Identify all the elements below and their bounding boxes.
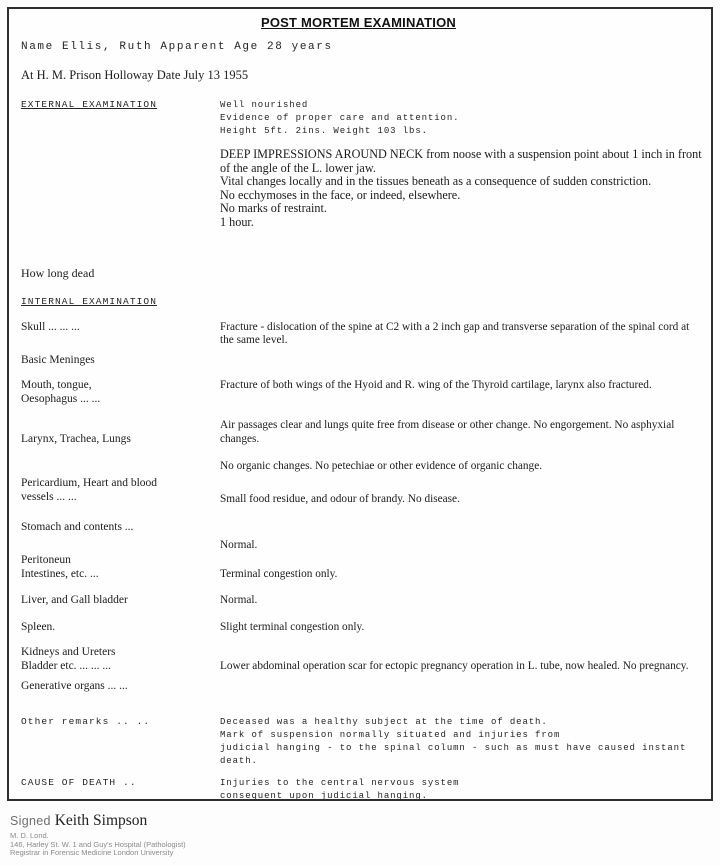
mouth-finding: Fracture of both wings of the Hyoid and R. wing of the Thyroid cartilage, larynx also fractured. [220, 379, 652, 392]
mouth-label-line: Oesophagus ... ... [21, 392, 101, 405]
pericardium-row [14, 477, 703, 507]
other-remarks-row [14, 716, 703, 768]
pericardium-label-line: Pericardium, Heart and blood [21, 477, 158, 490]
cause-of-death-row [14, 777, 703, 801]
neck-finding-paragraph: No ecchymoses in the face, or indeed, elsewhere. [220, 187, 461, 202]
neck-findings-section [14, 148, 703, 230]
intestines-finding: Terminal congestion only. [220, 567, 338, 580]
spleen-label: Spleen. [21, 620, 56, 633]
cause-of-death-label: CAUSE OF DEATH .. [21, 776, 137, 788]
neck-findings [220, 148, 703, 230]
external-finding-line: Evidence of proper care and attention. [220, 113, 460, 123]
neck-finding-paragraph: No marks of restraint. [220, 201, 327, 216]
stomach-label: Stomach and contents ... [21, 520, 134, 533]
signature-line [10, 812, 186, 830]
mouth-row [14, 379, 703, 406]
other-remarks-line: Deceased was a healthy subject at the time of death. [220, 716, 548, 727]
liver-finding: Normal. [220, 594, 258, 607]
peritoneum-label: Peritoneun [21, 554, 71, 567]
mouth-label [14, 379, 220, 406]
basic-meninges-label: Basic Meninges [21, 353, 95, 366]
signature-block [10, 812, 186, 858]
organic-note-row [14, 460, 703, 474]
generative-organs-label: Generative organs ... ... [21, 680, 128, 693]
bladder-finding: Lower abdominal operation scar for ectopic pregnancy operation in L. tube, now healed. No pregnancy. [220, 659, 689, 672]
credential-line: 146, Harley St. W. 1 and Guy's Hospital (Pathologist) [10, 839, 186, 849]
cause-of-death-line: consequent upon judicial hanging. [220, 790, 428, 801]
other-remarks-label: Other remarks .. .. [21, 715, 151, 727]
intestines-label: Intestines, etc. ... [21, 567, 99, 580]
report-title: POST MORTEM EXAMINATION [260, 15, 457, 30]
spleen-row [14, 621, 703, 635]
other-remarks-line: Mark of suspension normally situated and injuries from [220, 729, 561, 740]
larynx-finding: Air passages clear and lungs quite free from disease or other change. No engorgement. No asphyxial changes. [220, 419, 675, 445]
signed-prefix: Signed [10, 814, 51, 828]
liver-row [14, 594, 703, 608]
organic-note: No organic changes. No petechiae or other evidence of organic change. [220, 459, 543, 472]
external-examination-section [14, 99, 703, 138]
stomach-row [14, 521, 703, 553]
mouth-label-line: Mouth, tongue, [21, 379, 92, 392]
stomach-finding: Normal. [220, 538, 258, 551]
other-remarks-line: judicial hanging - to the spinal column - such as must have caused instant [220, 742, 687, 753]
credential-line: Registrar in Forensic Medicine London University [10, 848, 174, 858]
pathologist-credentials [10, 832, 186, 858]
skull-label: Skull ... ... ... [21, 320, 80, 333]
liver-label: Liver, and Gall bladder [21, 594, 128, 607]
larynx-label: Larynx, Trachea, Lungs [21, 433, 131, 446]
skull-row [14, 321, 703, 348]
kidneys-label: Kidneys and Ureters [21, 646, 116, 659]
intestines-row [14, 568, 703, 582]
pathologist-name: Keith Simpson [54, 812, 148, 829]
post-mortem-report [7, 7, 713, 801]
internal-examination-heading: INTERNAL EXAMINATION [21, 295, 158, 307]
other-remarks-text [220, 716, 703, 768]
neck-finding-paragraph: DEEP IMPRESSIONS AROUND NECK from noose with a suspension point about 1 inch in front of the angle of the L. lower jaw. [220, 147, 702, 175]
neck-finding-paragraph: 1 hour. [220, 214, 254, 229]
place-date-line: At H. M. Prison Holloway Date July 13 1955 [21, 68, 249, 82]
bladder-label: Bladder etc. ... ... ... [21, 659, 112, 672]
bladder-row [14, 660, 703, 674]
pericardium-label-line: vessels ... ... [21, 490, 77, 503]
pericardium-label [14, 477, 220, 504]
other-remarks-line: death. [220, 755, 258, 766]
external-finding-line: Height 5ft. 2ins. Weight 103 lbs. [220, 126, 428, 136]
how-long-dead-label: How long dead [21, 265, 95, 280]
pericardium-finding: Small food residue, and odour of brandy. No disease. [220, 493, 460, 506]
cause-of-death-line: Injuries to the central nervous system [220, 777, 460, 788]
neck-finding-paragraph: Vital changes locally and in the tissues beneath as a consequence of sudden constriction. [220, 174, 652, 189]
external-general-findings [220, 99, 703, 138]
spleen-finding: Slight terminal congestion only. [220, 620, 365, 633]
external-examination-heading: EXTERNAL EXAMINATION [21, 99, 158, 110]
external-finding-line: Well nourished [220, 100, 309, 110]
skull-finding: Fracture - dislocation of the spine at C2 with a 2 inch gap and transverse separation of the spinal cord at the same level. [220, 320, 690, 347]
larynx-row [14, 419, 703, 447]
credential-line: M. D. Lond. [10, 831, 49, 840]
cause-of-death-text [220, 777, 703, 801]
subject-name-line: Name Ellis, Ruth Apparent Age 28 years [21, 41, 333, 53]
